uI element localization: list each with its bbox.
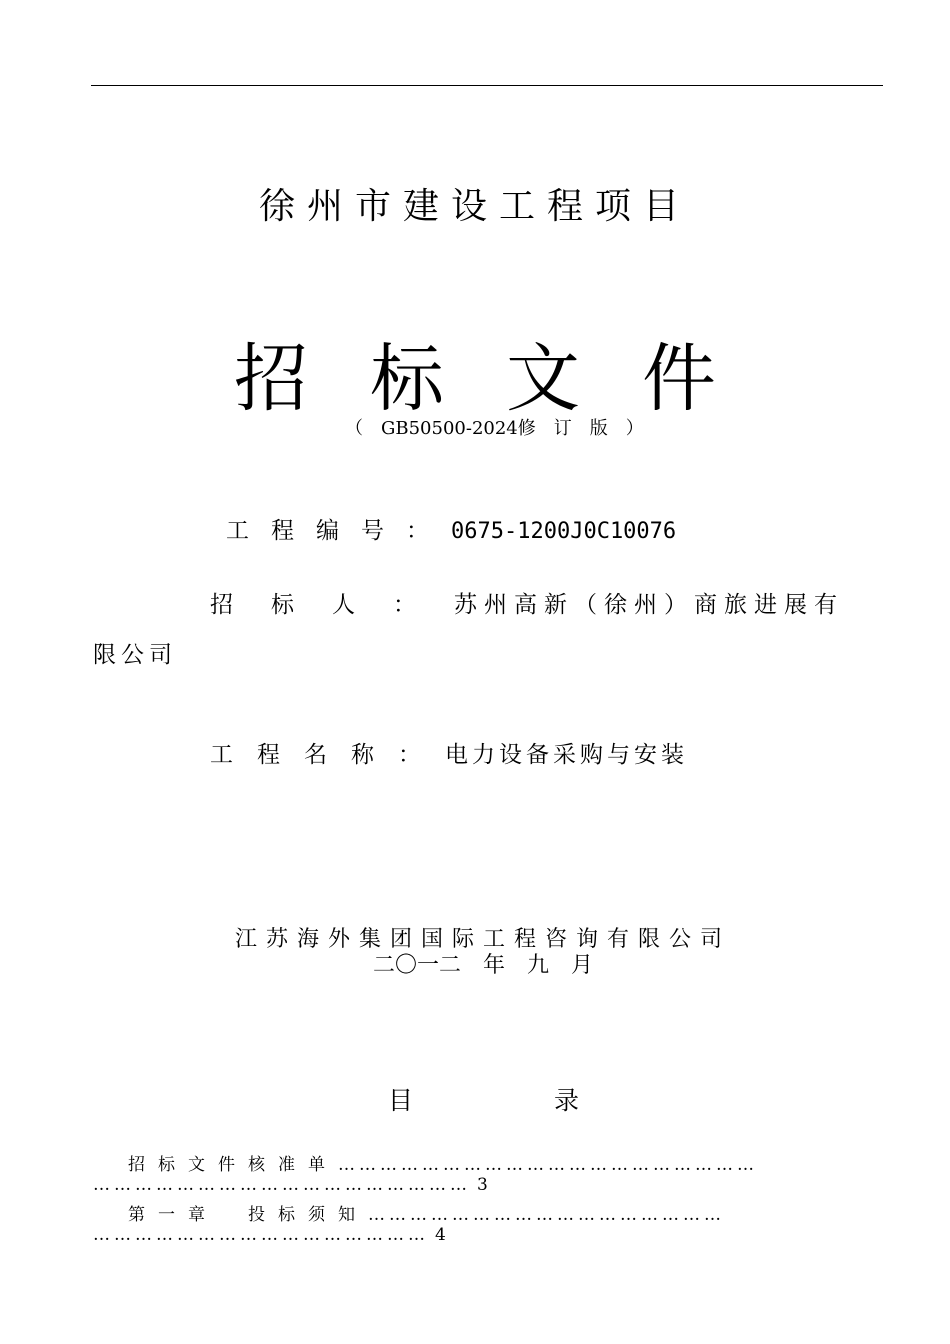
- main-title: 招标文件: [234, 336, 778, 422]
- tenderer-row: [210, 586, 844, 619]
- toc-title-left: 目: [388, 1086, 414, 1115]
- document-heading: 徐州市建设工程项目: [258, 186, 691, 227]
- tenderer-label: 招标人：: [210, 592, 454, 618]
- toc-entry-continuation: [93, 1175, 489, 1195]
- toc-entry-dots: …………………………………………: [93, 1225, 429, 1245]
- project-name-value: 电力设备采购与安装: [445, 742, 688, 768]
- toc-entry-dots: ……………………………………………: [368, 1205, 725, 1225]
- toc-entry-dots: ………………………………………………: [93, 1175, 471, 1195]
- project-name-label: 工程名称：: [210, 742, 445, 768]
- toc-entry-dots: ……………………………………………………: [338, 1155, 758, 1175]
- tenderer-value-line2: 限公司: [93, 642, 177, 668]
- project-number-label: 工程编号：: [226, 518, 451, 544]
- project-name-row: [210, 736, 688, 769]
- project-number-row: [226, 512, 676, 545]
- toc-entry-continuation: [93, 1225, 447, 1245]
- tenderer-value-line1: 苏州高新（徐州）商旅进展有: [454, 592, 844, 618]
- version-subtitle: （ GB50500-2024修 订 版 ）: [345, 418, 644, 439]
- top-rule: [91, 85, 883, 86]
- toc-entry[interactable]: [128, 1150, 758, 1175]
- toc-entry[interactable]: [128, 1200, 725, 1225]
- issue-date: 二〇一二 年 九 月: [372, 953, 593, 978]
- issuing-organization: 江苏海外集团国际工程咨询有限公司: [234, 927, 731, 952]
- project-number-value: 0675-1200J0C10076: [451, 519, 677, 544]
- toc-title-right: 录: [554, 1086, 580, 1115]
- toc-entry-title[interactable]: 第一章 投标须知: [128, 1205, 368, 1225]
- toc-page-number: 3: [477, 1175, 489, 1195]
- toc-page-number: 4: [435, 1225, 447, 1245]
- toc-entry-title[interactable]: 招标文件核准单: [128, 1155, 338, 1175]
